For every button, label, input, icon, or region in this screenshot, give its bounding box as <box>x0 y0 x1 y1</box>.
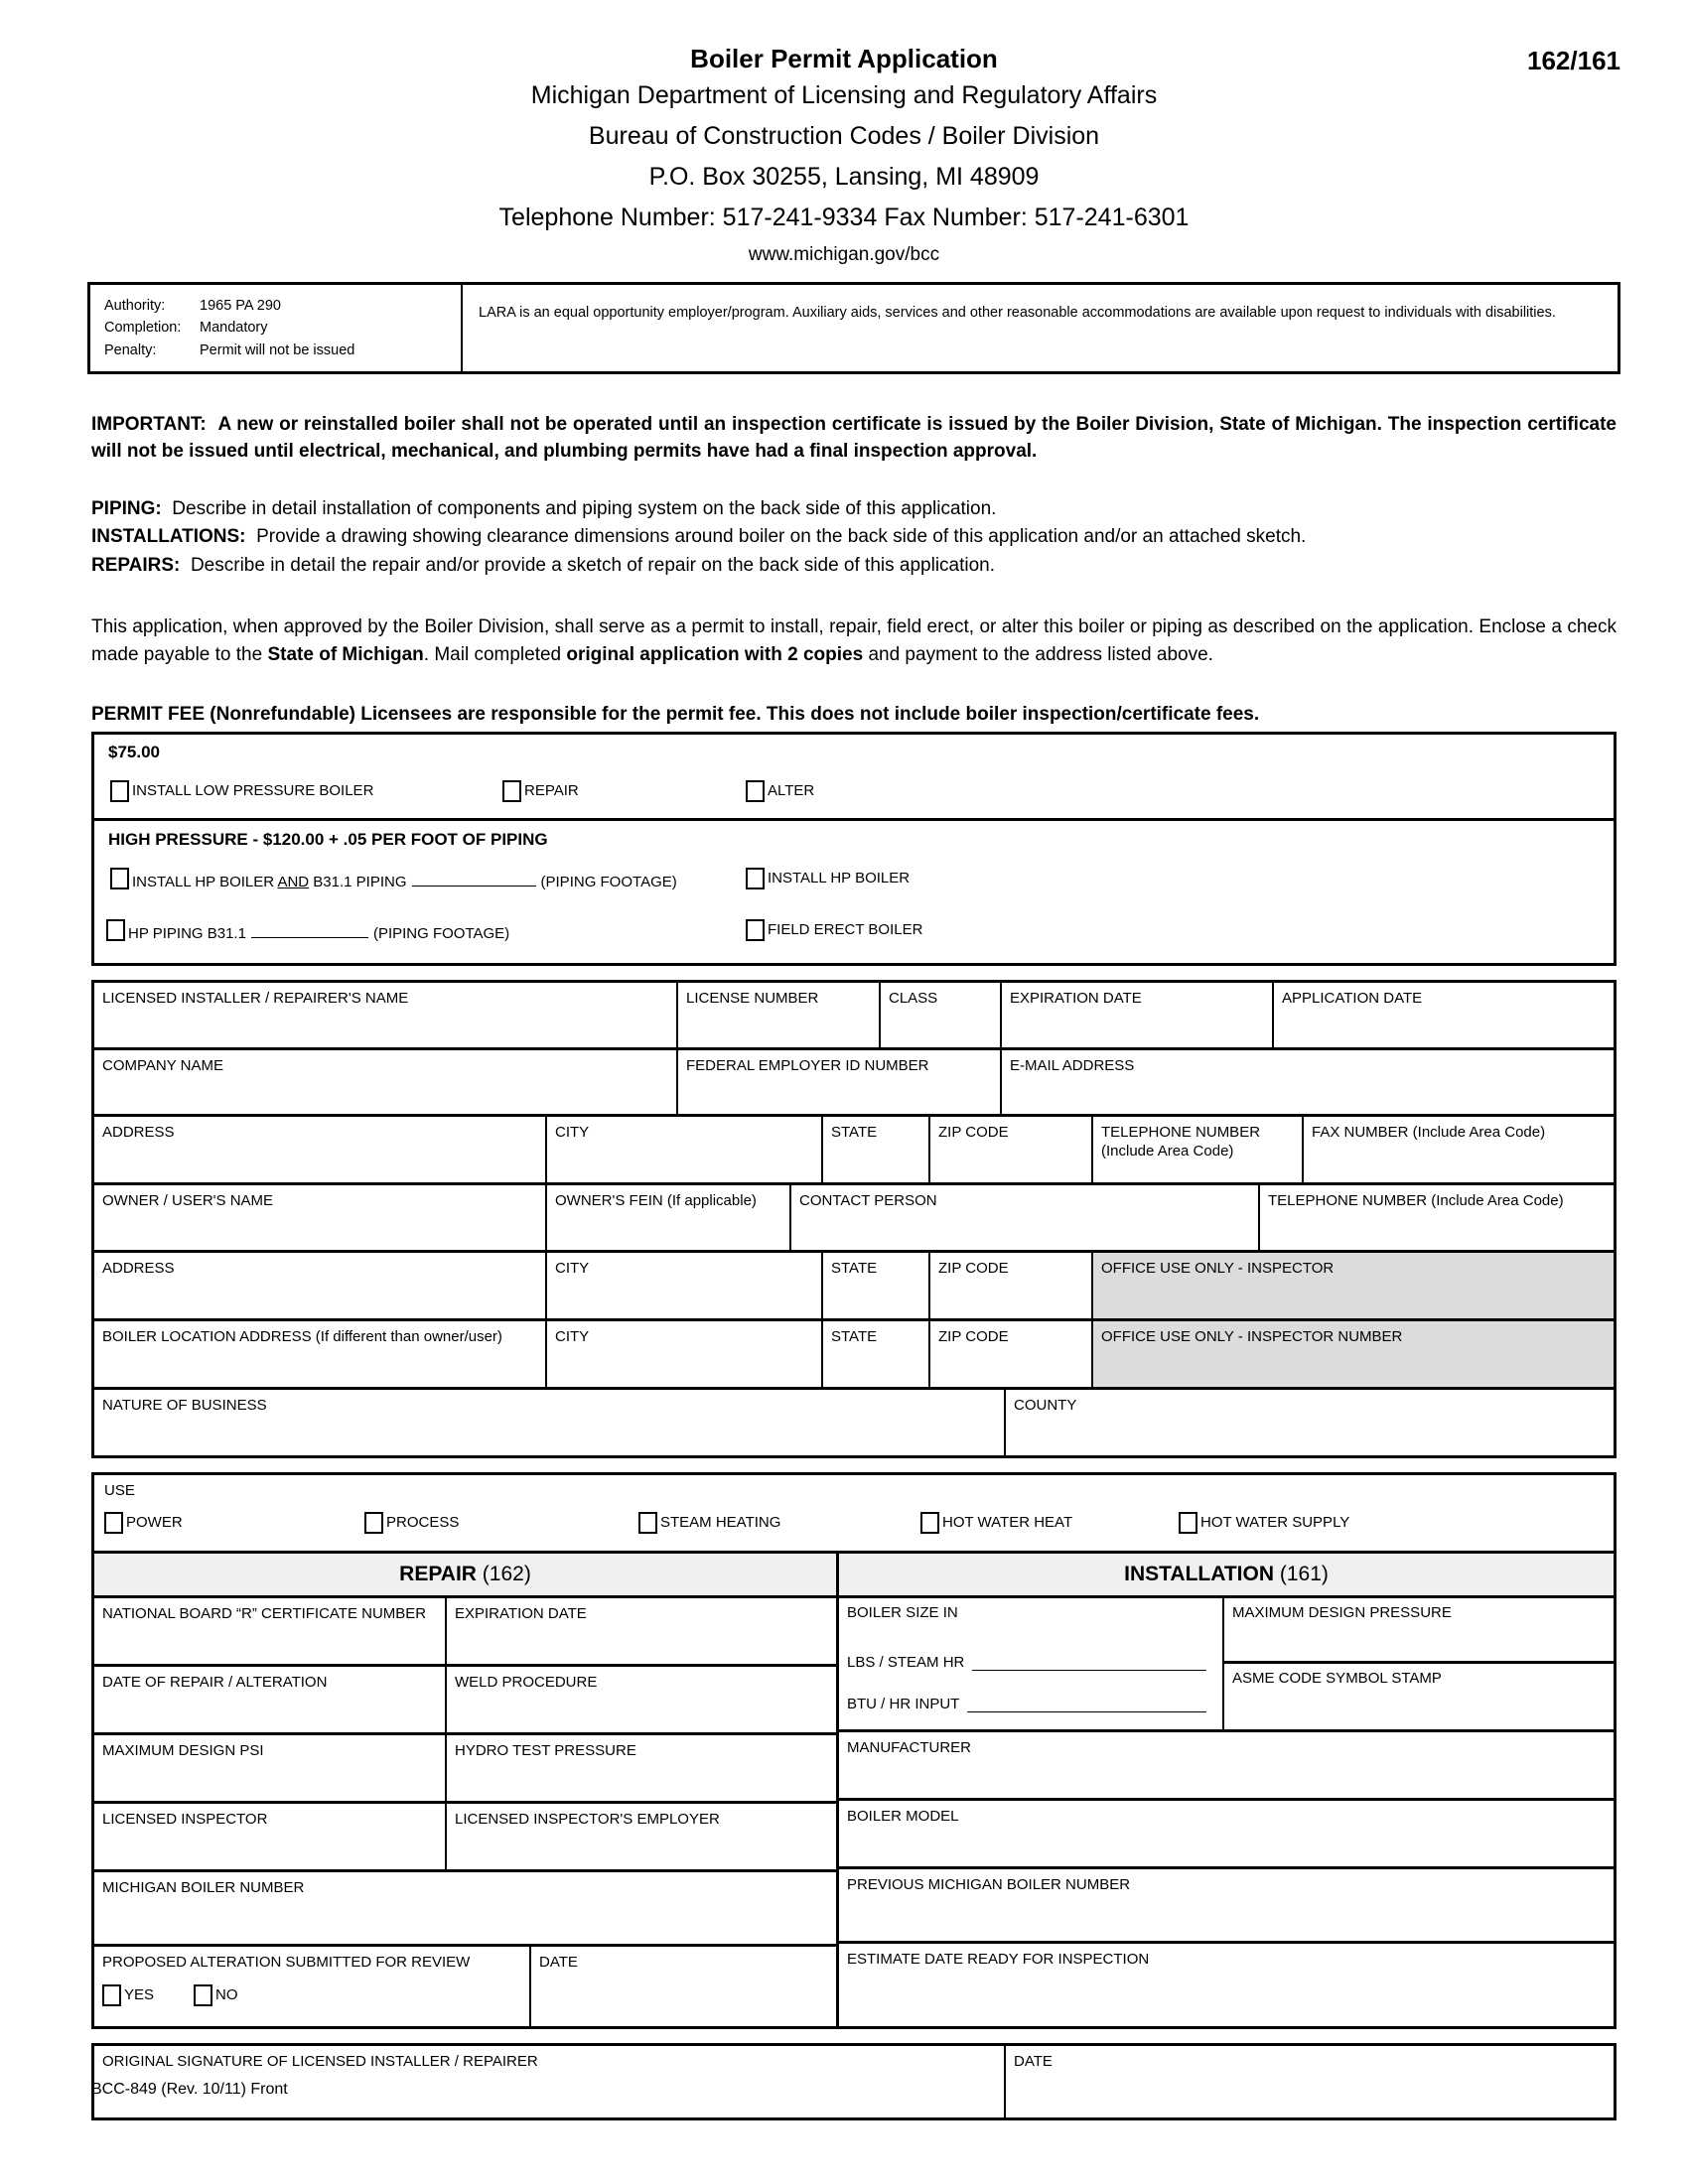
hp-options-row-2 <box>94 907 1614 963</box>
table-row <box>839 1944 1614 2023</box>
field-owner-fein[interactable]: OWNER'S FEIN (If applicable) <box>547 1185 791 1250</box>
table-row <box>839 1732 1614 1801</box>
hp-piping-label: HP PIPING B31.1 <box>128 924 246 942</box>
checkbox-icon[interactable] <box>920 1512 939 1534</box>
permit-fee-frame <box>91 732 1617 966</box>
field-installer-fax[interactable]: FAX NUMBER (Include Area Code) <box>1312 1123 1546 1141</box>
checkbox-icon[interactable] <box>102 1984 121 2006</box>
checkbox-repair[interactable] <box>502 780 579 802</box>
field-manufacturer[interactable]: MANUFACTURER <box>847 1738 972 1756</box>
low-pressure-options <box>94 762 1614 818</box>
field-owner-city[interactable]: CITY <box>547 1253 823 1318</box>
lbs-steam-hr-row <box>839 1654 1222 1671</box>
paragraph-part-1: This application, when approved by the Boiler Division, shall serve as a permit to install, repair, field erect, or alter this boiler or piping as described on the application. Enclose a check made payable to the <box>91 615 1617 666</box>
completion-key: Completion: <box>104 320 182 337</box>
high-pressure-section <box>94 821 1614 963</box>
table-row <box>94 1598 836 1667</box>
checkbox-label: NO <box>215 1985 238 2003</box>
installation-size-block <box>839 1598 1614 1732</box>
page-title: Boiler Permit Application <box>690 44 998 73</box>
field-owner-name[interactable]: OWNER / USER'S NAME <box>94 1185 547 1250</box>
table-row <box>94 1321 1614 1390</box>
form-header <box>0 0 1688 266</box>
field-installer-address[interactable]: ADDRESS <box>94 1117 547 1182</box>
use-section <box>94 1475 1614 1554</box>
checkbox-icon[interactable] <box>746 868 765 889</box>
paragraph-part-3: and payment to the address listed above. <box>863 644 1213 666</box>
btu-hr-label: BTU / HR INPUT <box>847 1695 960 1712</box>
field-installer-city[interactable]: CITY <box>547 1117 823 1182</box>
checkbox-process[interactable] <box>364 1512 459 1534</box>
use-options <box>94 1499 1614 1551</box>
checkbox-hot-water-heat[interactable] <box>920 1512 1072 1534</box>
use-and-detail-frame <box>91 1472 1617 2029</box>
checkbox-hot-water-supply[interactable] <box>1179 1512 1349 1534</box>
checkbox-label: STEAM HEATING <box>660 1513 781 1531</box>
repair-code-text: (162) <box>482 1562 531 1585</box>
piping-text: Describe in detail installation of components and piping system on the back side of this application. <box>172 498 997 520</box>
table-row <box>94 1872 836 1947</box>
table-row <box>94 1947 836 2026</box>
piping-footage-input-2[interactable] <box>251 919 368 938</box>
checkbox-icon[interactable] <box>502 780 521 802</box>
checkbox-label: HOT WATER SUPPLY <box>1200 1513 1350 1531</box>
field-licensed-inspector-employer[interactable]: LICENSED INSPECTOR'S EMPLOYER <box>455 1810 720 1828</box>
permit-fee-title: PERMIT FEE (Nonrefundable) Licensees are responsible for the permit fee. This does not include boiler inspection/certificate fees. <box>91 703 1260 725</box>
field-boiler-state[interactable]: STATE <box>823 1321 930 1387</box>
checkbox-steam-heating[interactable] <box>638 1512 780 1534</box>
installation-column-header <box>839 1554 1614 1595</box>
field-office-use-inspector-number: OFFICE USE ONLY - INSPECTOR NUMBER <box>1093 1321 1614 1387</box>
copies-bold: original application with 2 copies <box>566 644 864 666</box>
checkbox-label: FIELD ERECT BOILER <box>768 920 923 938</box>
checkbox-label: HOT WATER HEAT <box>942 1513 1073 1531</box>
checkbox-alter[interactable] <box>746 780 814 802</box>
checkbox-field-erect-boiler[interactable] <box>746 919 922 941</box>
use-section-label: USE <box>104 1481 135 1499</box>
checkbox-power[interactable] <box>104 1512 183 1534</box>
checkbox-label: POWER <box>126 1513 183 1531</box>
application-paragraph <box>91 614 1617 670</box>
field-owner-telephone[interactable]: TELEPHONE NUMBER (Include Area Code) <box>1268 1191 1564 1209</box>
instructions-block <box>91 495 1617 579</box>
field-owner-zip[interactable]: ZIP CODE <box>930 1253 1093 1318</box>
field-company-name[interactable]: COMPANY NAME <box>94 1050 678 1114</box>
authority-details <box>90 285 463 371</box>
repair-column-header <box>94 1554 839 1595</box>
penalty-value: Permit will not be issued <box>200 341 355 358</box>
lbs-steam-hr-label: LBS / STEAM HR <box>847 1653 965 1671</box>
piping-footage-input-1[interactable] <box>412 868 536 887</box>
installations-instruction <box>91 523 1617 551</box>
table-row <box>94 1667 836 1735</box>
field-licensed-inspector[interactable]: LICENSED INSPECTOR <box>94 1804 447 1869</box>
bureau-name: Bureau of Construction Codes / Boiler Division <box>588 122 1100 150</box>
website-link[interactable]: www.michigan.gov/bcc <box>748 244 940 265</box>
signature-frame <box>91 2043 1617 2120</box>
field-boiler-model[interactable]: BOILER MODEL <box>847 1807 959 1825</box>
paragraph-part-2: . Mail completed <box>423 644 567 666</box>
completion-value: Mandatory <box>200 320 268 337</box>
installation-code-text: (161) <box>1279 1562 1329 1585</box>
repair-column <box>94 1598 839 2026</box>
checkbox-icon[interactable] <box>364 1512 383 1534</box>
checkbox-icon[interactable] <box>106 919 125 941</box>
hp-options-row-1 <box>94 850 1614 907</box>
table-row <box>94 1390 1614 1455</box>
installation-heading-text: INSTALLATION <box>1124 1562 1274 1585</box>
checkbox-icon[interactable] <box>1179 1512 1197 1534</box>
high-pressure-title: HIGH PRESSURE - $120.00 + .05 PER FOOT OF PIPING <box>108 829 548 849</box>
field-application-date[interactable]: APPLICATION DATE <box>1282 989 1423 1007</box>
authority-key: Authority: <box>104 298 166 314</box>
low-pressure-amount: $75.00 <box>108 742 160 761</box>
checkbox-label: REPAIR <box>524 781 579 799</box>
authority-box <box>87 282 1620 374</box>
hp-label-part-b: B31.1 PIPING <box>309 873 407 890</box>
field-original-signature[interactable]: ORIGINAL SIGNATURE OF LICENSED INSTALLER / REPAIRER <box>94 2046 1006 2117</box>
authority-row <box>104 340 461 361</box>
important-notice <box>91 412 1617 466</box>
checkbox-label: YES <box>124 1985 155 2003</box>
table-row <box>839 1869 1614 1944</box>
hp-label-part-a: INSTALL HP BOILER <box>132 873 278 890</box>
eeo-notice: LARA is an equal opportunity employer/program. Auxiliary aids, services and other reasonable accommodations are available upon request to individuals with disabilities. <box>479 305 1556 321</box>
checkbox-label: INSTALL HP BOILER <box>768 869 911 887</box>
checkbox-icon[interactable] <box>110 780 129 802</box>
field-boiler-city[interactable]: CITY <box>547 1321 823 1387</box>
body-text-block <box>91 412 1617 725</box>
field-installer-state[interactable]: STATE <box>823 1117 930 1182</box>
field-owner-address[interactable]: ADDRESS <box>94 1253 547 1318</box>
field-hydro-test-pressure[interactable]: HYDRO TEST PRESSURE <box>455 1741 636 1759</box>
field-contact-person[interactable]: CONTACT PERSON <box>791 1185 1260 1250</box>
field-estimate-date-ready[interactable]: ESTIMATE DATE READY FOR INSPECTION <box>847 1950 1150 1968</box>
field-asme-code-symbol-stamp[interactable]: ASME CODE SYMBOL STAMP <box>1232 1669 1442 1687</box>
field-previous-michigan-boiler-number[interactable]: PREVIOUS MICHIGAN BOILER NUMBER <box>847 1875 1131 1893</box>
form-footer: BCC-849 (Rev. 10/11) Front <box>91 2081 288 2098</box>
field-federal-employer-id[interactable]: FEDERAL EMPLOYER ID NUMBER <box>678 1050 1002 1114</box>
checkbox-hp-piping-b311[interactable] <box>106 919 509 945</box>
lbs-steam-hr-input[interactable] <box>972 1654 1206 1671</box>
table-row <box>94 1185 1614 1253</box>
table-row <box>94 2046 1614 2117</box>
field-county[interactable]: COUNTY <box>1014 1396 1077 1414</box>
field-signature-date[interactable]: DATE <box>1014 2052 1053 2070</box>
field-office-use-inspector: OFFICE USE ONLY - INSPECTOR <box>1093 1253 1614 1318</box>
checkbox-icon[interactable] <box>746 919 765 941</box>
field-nb-expiration-date[interactable]: EXPIRATION DATE <box>455 1604 587 1622</box>
important-text: A new or reinstalled boiler shall not be operated until an inspection certificate is issued by the Boiler Division, State of Michigan. The inspection certificate will not be issued until electrical, mechanical, and plumbing permits have had a final inspection approval. <box>91 414 1617 463</box>
table-row <box>94 983 1614 1050</box>
repairs-text: Describe in detail the repair and/or provide a sketch of repair on the back side of this application. <box>190 554 996 576</box>
checkbox-icon[interactable] <box>194 1984 212 2006</box>
installations-label: INSTALLATIONS: <box>91 526 246 548</box>
hp-label-and: AND <box>277 873 310 890</box>
installations-text: Provide a drawing showing clearance dimensions around boiler on the back side of this application and/or an attached sketch. <box>256 526 1307 548</box>
field-owner-state[interactable]: STATE <box>823 1253 930 1318</box>
checkbox-alteration-no[interactable] <box>194 1984 238 2006</box>
btu-hr-input-row <box>839 1696 1222 1712</box>
table-row <box>94 1253 1614 1321</box>
checkbox-label: PROCESS <box>386 1513 460 1531</box>
authority-value: 1965 PA 290 <box>200 298 281 314</box>
checkbox-icon[interactable] <box>638 1512 657 1534</box>
checkbox-icon[interactable] <box>110 868 129 889</box>
field-expiration-date[interactable]: EXPIRATION DATE <box>1002 983 1274 1047</box>
field-installer-zip[interactable]: ZIP CODE <box>930 1117 1093 1182</box>
field-maximum-design-pressure[interactable]: MAXIMUM DESIGN PRESSURE <box>1224 1598 1614 1664</box>
field-boiler-zip[interactable]: ZIP CODE <box>930 1321 1093 1387</box>
field-installer-telephone[interactable]: TELEPHONE NUMBER (Include Area Code) <box>1093 1117 1304 1182</box>
field-boiler-size <box>839 1598 1224 1729</box>
checkbox-label: ALTER <box>768 781 815 799</box>
repairs-instruction <box>91 552 1617 580</box>
field-boiler-location-address[interactable]: BOILER LOCATION ADDRESS (If different than owner/user) <box>94 1321 547 1387</box>
repair-heading-text: REPAIR <box>399 1562 477 1585</box>
field-licensed-installer-name[interactable]: LICENSED INSTALLER / REPAIRER'S NAME <box>94 983 678 1047</box>
repair-installation-headers <box>94 1554 1614 1598</box>
authority-row <box>104 317 461 339</box>
installation-pressure-stack <box>1224 1598 1614 1729</box>
checkbox-install-hp-boiler-and-piping[interactable] <box>110 868 677 893</box>
table-row <box>94 1735 836 1804</box>
field-alteration-date[interactable]: DATE <box>539 1953 578 1971</box>
table-row <box>94 1804 836 1872</box>
field-class[interactable]: CLASS <box>881 983 1002 1047</box>
agency-name: Michigan Department of Licensing and Regulatory Affairs <box>530 81 1158 109</box>
important-label: IMPORTANT: <box>91 414 207 436</box>
boiler-size-label: BOILER SIZE IN <box>847 1603 958 1621</box>
field-weld-procedure[interactable]: WELD PROCEDURE <box>455 1673 598 1691</box>
installer-owner-table <box>91 980 1617 1458</box>
state-of-michigan-bold: State of Michigan <box>267 644 424 666</box>
low-pressure-section <box>94 735 1614 821</box>
field-email-address[interactable]: E-MAIL ADDRESS <box>1010 1056 1135 1074</box>
checkbox-icon[interactable] <box>104 1512 123 1534</box>
mailing-address: P.O. Box 30255, Lansing, MI 48909 <box>648 163 1040 191</box>
piping-label: PIPING: <box>91 498 162 520</box>
checkbox-install-hp-boiler[interactable] <box>746 868 910 889</box>
table-row <box>94 1050 1614 1117</box>
field-date-of-repair[interactable]: DATE OF REPAIR / ALTERATION <box>94 1667 447 1732</box>
hp-footage-hint-1: (PIPING FOOTAGE) <box>540 873 677 890</box>
checkbox-icon[interactable] <box>746 780 765 802</box>
repair-installation-body <box>94 1598 1614 2026</box>
installation-column <box>839 1598 1614 2026</box>
btu-hr-input[interactable] <box>967 1696 1206 1712</box>
field-michigan-boiler-number[interactable]: MICHIGAN BOILER NUMBER <box>102 1878 305 1896</box>
penalty-key: Penalty: <box>104 341 157 358</box>
form-code: 162/161 <box>1527 46 1620 75</box>
table-row <box>839 1801 1614 1869</box>
field-license-number[interactable]: LICENSE NUMBER <box>678 983 881 1047</box>
phone-fax: Telephone Number: 517-241-9334 Fax Number: 517-241-6301 <box>498 204 1190 231</box>
piping-instruction <box>91 495 1617 523</box>
hp-footage-hint-2: (PIPING FOOTAGE) <box>372 924 510 942</box>
field-national-board-certificate[interactable]: NATIONAL BOARD “R” CERTIFICATE NUMBER <box>94 1598 447 1664</box>
repairs-label: REPAIRS: <box>91 554 181 576</box>
authority-row <box>104 295 461 317</box>
checkbox-install-low-pressure-boiler[interactable] <box>110 780 373 802</box>
proposed-alteration-label: PROPOSED ALTERATION SUBMITTED FOR REVIEW <box>102 1953 471 1971</box>
table-row <box>94 1117 1614 1185</box>
field-nature-of-business[interactable]: NATURE OF BUSINESS <box>94 1390 1006 1455</box>
checkbox-alteration-yes[interactable] <box>102 1984 154 2006</box>
field-maximum-design-psi[interactable]: MAXIMUM DESIGN PSI <box>94 1735 447 1801</box>
checkbox-label: INSTALL LOW PRESSURE BOILER <box>132 781 374 799</box>
field-proposed-alteration <box>94 1947 531 2026</box>
